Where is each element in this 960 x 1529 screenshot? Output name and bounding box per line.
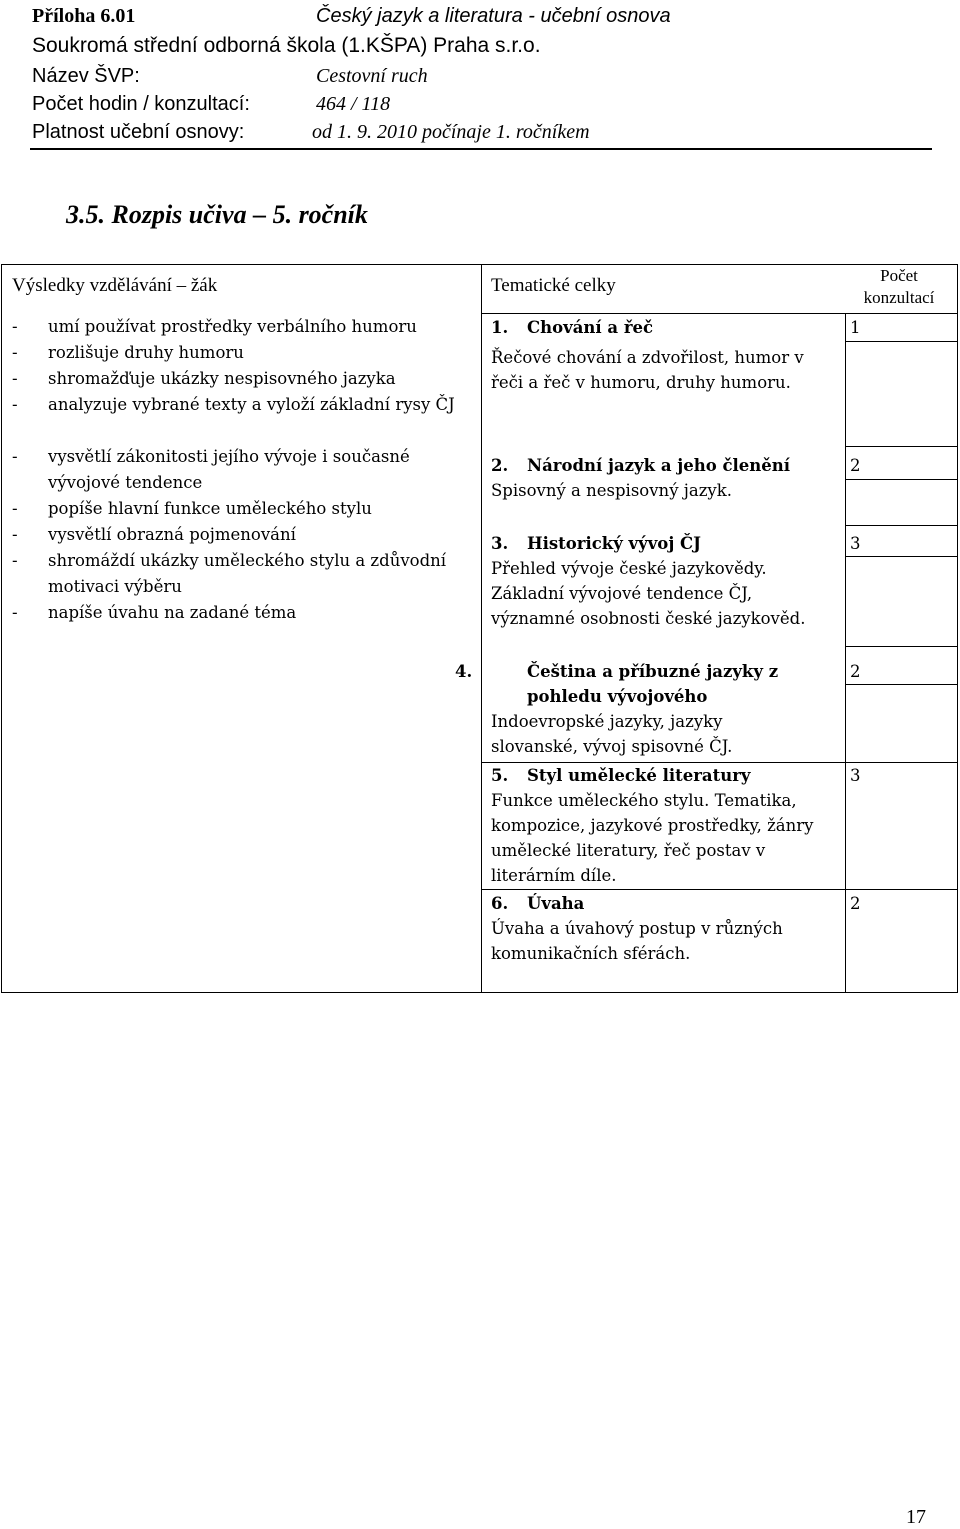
topic-hours: 3 bbox=[850, 534, 861, 553]
section-title: 3.5. Rozpis učiva – 5. ročník bbox=[66, 200, 368, 229]
topic-name: Chování a řeč bbox=[527, 318, 654, 337]
topic-description: Úvaha a úvahový postup v různých komunikačních sférách. bbox=[491, 919, 783, 963]
topic-number: 3. bbox=[491, 534, 509, 553]
row-divider-9 bbox=[481, 889, 958, 890]
topic-6 bbox=[491, 891, 841, 966]
school-name: Soukromá střední odborná škola (1.KŠPA) Praha s.r.o. bbox=[32, 34, 541, 57]
topic-5 bbox=[491, 763, 841, 888]
outcome-item: - shromažďuje ukázky nespisovného jazyka bbox=[12, 366, 482, 392]
page-number: 17 bbox=[906, 1506, 926, 1528]
outcome-item: - napíše úvahu na zadané téma bbox=[12, 600, 482, 626]
topic-title bbox=[491, 453, 841, 478]
outcome-item: - shromáždí ukázky uměleckého stylu a zdůvodní motivaci výběru bbox=[12, 548, 482, 600]
row-divider-4 bbox=[845, 525, 958, 526]
topic-name: Úvaha bbox=[527, 894, 585, 913]
row-divider-7 bbox=[845, 684, 958, 685]
topic-name: Čeština a příbuzné jazyky z pohledu vývojového bbox=[527, 662, 779, 706]
topic-number: 2. bbox=[491, 456, 509, 475]
topic-title bbox=[491, 891, 841, 916]
outcome-item: - analyzuje vybrané texty a vyloží základní rysy ČJ bbox=[12, 392, 482, 444]
topic-name: Styl umělecké literatury bbox=[527, 766, 751, 785]
topic-name: Historický vývoj ČJ bbox=[527, 534, 701, 553]
topic-number: 1. bbox=[491, 318, 509, 337]
hours-header bbox=[852, 265, 946, 309]
topic-description: Řečové chování a zdvořilost, humor v řeči a řeč v humoru, druhy humoru. bbox=[491, 348, 804, 392]
outcome-item: - vysvětlí obrazná pojmenování bbox=[12, 522, 482, 548]
validity-value: od 1. 9. 2010 počínaje 1. ročníkem bbox=[312, 121, 590, 143]
outcomes-header: Výsledky vzdělávání – žák bbox=[12, 275, 218, 296]
topic-name: Národní jazyk a jeho členění bbox=[527, 456, 791, 475]
topic-description: Funkce uměleckého stylu. Tematika, kompozice, jazykové prostředky, žánry umělecké literatury, řeč postav v literárním díle. bbox=[491, 791, 814, 885]
svp-label: Název ŠVP: bbox=[32, 65, 140, 87]
topic-1 bbox=[491, 315, 841, 395]
topic-number: 6. bbox=[491, 894, 509, 913]
topic-hours: 2 bbox=[850, 662, 861, 681]
topic-number: 4. bbox=[455, 662, 473, 681]
topics-header: Tematické celky bbox=[491, 275, 616, 296]
outcomes-list bbox=[12, 314, 482, 626]
topic-hours: 1 bbox=[850, 318, 861, 337]
topic-description: Přehled vývoje české jazykovědy. Základní vývojové tendence ČJ, významné osobnosti české jazykověd. bbox=[491, 559, 806, 628]
outcome-item: - popíše hlavní funkce uměleckého stylu bbox=[12, 496, 482, 522]
hours-header-line-1: Počet bbox=[880, 266, 918, 285]
column-divider-2 bbox=[845, 313, 846, 993]
row-divider-3 bbox=[845, 479, 958, 480]
topic-title bbox=[455, 659, 837, 709]
topic-title bbox=[491, 763, 841, 788]
topic-4 bbox=[455, 659, 841, 759]
outcome-item: - vysvětlí zákonitosti jejího vývoje i současné vývojové tendence bbox=[12, 444, 482, 496]
appendix-label: Příloha 6.01 bbox=[32, 5, 136, 27]
row-divider-6 bbox=[845, 646, 958, 647]
row-divider-5 bbox=[845, 556, 958, 557]
hours-label: Počet hodin / konzultací: bbox=[32, 93, 250, 115]
outcome-item: - umí používat prostředky verbálního humoru bbox=[12, 314, 482, 340]
header-divider bbox=[30, 148, 932, 150]
header-row-divider bbox=[481, 313, 958, 314]
topic-title bbox=[491, 315, 841, 340]
svp-value: Cestovní ruch bbox=[316, 65, 428, 87]
topic-2 bbox=[491, 453, 841, 503]
outcome-item: - rozlišuje druhy humoru bbox=[12, 340, 482, 366]
topic-hours: 2 bbox=[850, 894, 861, 913]
hours-header-line-2: konzultací bbox=[863, 288, 935, 307]
topic-hours: 3 bbox=[850, 766, 861, 785]
topic-description: Spisovný a nespisovný jazyk. bbox=[491, 481, 732, 500]
row-divider-2 bbox=[845, 446, 958, 447]
topic-description: Indoevropské jazyky, jazyky slovanské, vývoj spisovné ČJ. bbox=[491, 712, 733, 756]
validity-label: Platnost učební osnovy: bbox=[32, 121, 245, 143]
hours-value: 464 / 118 bbox=[316, 93, 391, 115]
topic-number: 5. bbox=[491, 766, 509, 785]
document-subject: Český jazyk a literatura - učební osnova bbox=[316, 5, 671, 27]
topic-title bbox=[491, 531, 841, 556]
topic-3 bbox=[491, 531, 841, 631]
row-divider-1 bbox=[845, 341, 958, 342]
topic-hours: 2 bbox=[850, 456, 861, 475]
